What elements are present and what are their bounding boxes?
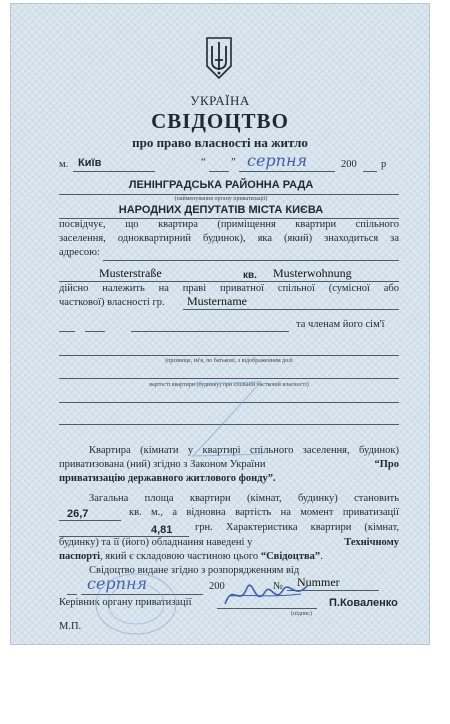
authority-caption: (найменування органу приватизації) [174,196,268,202]
passport-mid-text: , який є складовою частиною цього [100,551,259,562]
order-year-prefix: 200 [209,581,225,592]
privatization-line-1: Квартира (кімнати у квартирі спільного заселення, будинок) [89,445,399,456]
issued-line: Свідоцтво видане згідно з розпорядженням від [89,565,300,576]
passport-word: паспорті [59,551,101,562]
share-caption: вартості квартири (будинку) при спільній частковій власності) [149,382,309,388]
authority-line-1: ЛЕНІНГРАДСЬКА РАЙОННА РАДА [128,179,314,191]
order-number-label: № [273,581,284,592]
equipment-text: будинку) та її (його) обладнання наведені у [59,537,253,548]
apartment-value: Musterwohnung [273,266,352,280]
signature-caption: (підпис) [291,611,313,617]
date-year-suffix: р [381,159,387,170]
signature-icon [221,574,311,614]
area-line-5 [59,550,323,564]
restoration-value: 4,81 [151,524,173,536]
certificate-sheet [10,3,430,645]
date-month: серпня [247,151,308,170]
date-year-prefix: 200 [341,159,357,170]
apartment-label: кв. [243,270,257,281]
area-value: 26,7 [67,508,89,520]
passport-end: . [320,551,323,562]
date-quote-open: “ [201,157,206,168]
street-value: Musterstraße [99,266,162,280]
privatization-law-text: приватизована (ний) згідно з Законом України [59,459,266,470]
body-line-3: адресою: [59,247,100,258]
area-line-3: грн. Характеристика квартири (кімнат, [195,522,399,533]
trident-icon [205,36,233,80]
document-subtitle: про право власності на житло [132,135,308,150]
area-line-4 [59,536,399,550]
date-quote-close: ” [231,157,236,168]
authority-line-2: НАРОДНИХ ДЕПУТАТІВ МІСТА КИЄВА [118,204,324,216]
stamp-place: М.П. [59,621,82,632]
body-line-1: посвідчує, що квартира (приміщення квартири спільного [59,219,399,230]
area-line-2: кв. м., а відновна вартість на момент приватизації [129,507,399,518]
signatory-name: П.Коваленко [329,597,398,609]
body-line-5: часткової) власності гр. [59,297,165,308]
head-label: Керівник органу приватизації [59,597,192,608]
city-prefix: м. [59,159,69,170]
stamp-icon [91,566,181,636]
privatization-law-title-start: “Про [374,459,399,470]
document-title: СВІДОЦТВО [151,109,289,133]
cancel-mark-icon [171,364,281,474]
family-suffix: та членам його сім'ї [296,319,385,330]
area-line-1: Загальна площа квартири (кімнат, будинку) становить [89,493,399,504]
body-line-4: дійсно належить на праві приватної спільної (сумісної або [59,283,399,294]
privatization-law-title-end: приватизацію державного житлового фонду”. [59,473,276,484]
technical-passport-label: Технічному [344,537,399,548]
name-caption: (прізвище, ім'я, по батькові, з відображенням долі [165,358,293,364]
certificate-word: “Свідоцтва” [260,551,321,562]
city-value: Київ [78,157,102,169]
body-line-2: заселення, одноквартирний будинок), яка (який) знаходиться за [59,233,399,244]
order-number-value: Nummer [297,575,340,589]
country-name: УКРАЇНА [190,93,250,108]
order-month: серпня [87,574,148,593]
owner-value: Mustername [187,294,247,308]
